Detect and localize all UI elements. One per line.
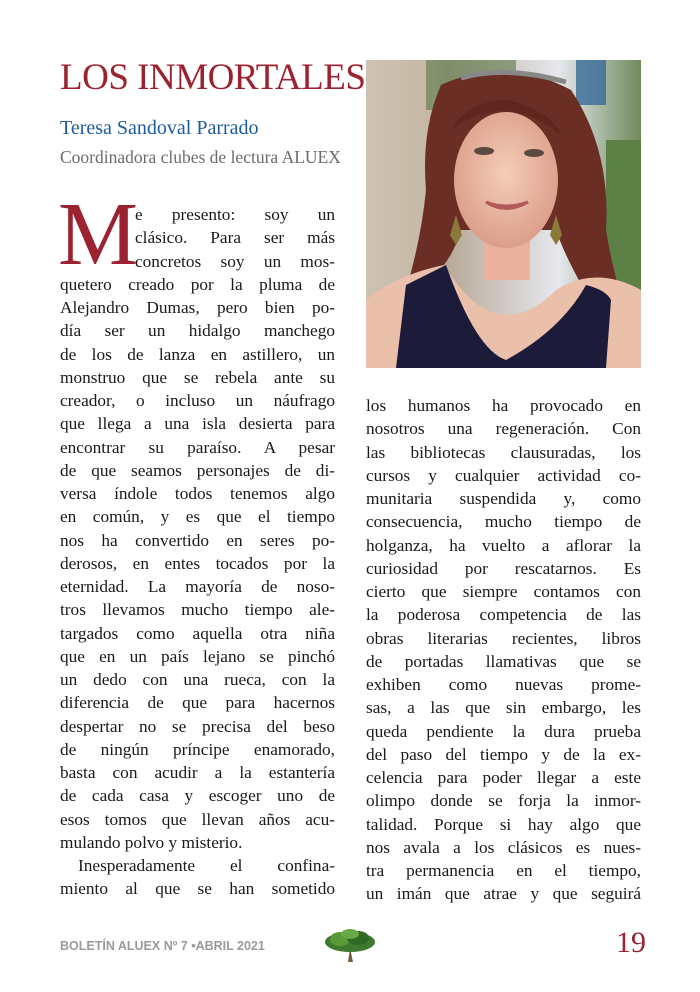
text-line: nos avala a los clásicos es nues-: [366, 837, 641, 857]
text-line: encontrar su paraíso. A pesar: [60, 437, 335, 457]
article-column-left: [60, 203, 335, 901]
text-line: e presento: soy un: [135, 205, 335, 224]
text-line: celencia para poder llegar a este: [366, 768, 641, 787]
text-line: diferencia de que para hacernos: [60, 693, 335, 713]
article-title: LOS INMORTALES: [60, 57, 366, 98]
text-line: exhiben como nuevas prome-: [366, 675, 641, 694]
text-line: talidad. Porque si hay algo que: [366, 814, 641, 834]
text-line: derosos, en entes tocados por la: [60, 553, 335, 573]
text-line: cursos y cualquier actividad co-: [366, 465, 641, 485]
text-line: clásico. Para ser más: [135, 228, 335, 248]
text-line: obras literarias recientes, libros: [366, 628, 641, 648]
drop-cap: M: [58, 185, 139, 284]
text-line: despertar no se precisa del beso: [60, 716, 335, 736]
article-author: Teresa Sandoval Parrado: [60, 117, 259, 139]
text-line: de que seamos personajes de di-: [60, 460, 335, 480]
text-line: monstruo que se rebela ante su: [60, 367, 335, 387]
text-line: los humanos ha provocado en: [366, 396, 641, 415]
tree-icon: [322, 928, 378, 964]
text-line: que llega a una isla desierta para: [60, 414, 335, 434]
text-line: concretos soy un mos-: [135, 251, 335, 271]
article-column-right: [366, 394, 641, 906]
text-line: consecuencia, mucho tiempo de: [366, 512, 641, 532]
text-line: versa índole todos tenemos algo: [60, 484, 335, 503]
text-line: un dedo con una rueca, con la: [60, 670, 335, 689]
text-line: quetero creado por la pluma de: [60, 274, 335, 294]
text-line: nosotros una regeneración. Con: [366, 419, 641, 439]
publication-info: BOLETÍN ALUEX Nº 7 •ABRIL 2021: [60, 939, 265, 953]
text-line: miento al que se han sometido: [60, 879, 335, 899]
text-line: tra permanencia en el tiempo,: [366, 861, 641, 880]
text-line: de ningún príncipe enamorado,: [60, 739, 335, 759]
text-line: cierto que siempre contamos con: [366, 582, 641, 601]
text-line: de cada casa y escoger uno de: [60, 786, 335, 806]
text-line: munitaria suspendida y, como: [366, 489, 641, 508]
text-line: curiosidad por rescatarnos. Es: [366, 558, 641, 578]
text-line: queda pendiente la dura prueba: [366, 721, 641, 741]
text-line: holganza, ha vuelto a aflorar la: [366, 535, 641, 555]
text-line: basta con acudir a la estantería: [60, 763, 335, 782]
text-line: tros llevamos mucho tiempo ale-: [60, 600, 335, 620]
text-line: esos tomos que llevan años acu-: [60, 809, 335, 829]
text-line: olimpo donde se forja la inmor-: [366, 791, 641, 811]
text-line: de portadas llamativas que se: [366, 651, 641, 671]
text-line: las bibliotecas clausuradas, los: [366, 442, 641, 462]
text-line: Inesperadamente el confina-: [78, 856, 335, 875]
text-line: eternidad. La mayoría de noso-: [60, 577, 335, 596]
text-line: mulando polvo y misterio.: [60, 832, 243, 852]
text-line: un imán que atrae y que seguirá: [366, 884, 641, 904]
text-line: targados como aquella otra niña: [60, 623, 335, 643]
author-photo: [366, 60, 641, 368]
text-line: creador, o incluso un náufrago: [60, 391, 335, 410]
text-line: en común, y es que el tiempo: [60, 507, 335, 527]
text-line: día ser un hidalgo manchego: [60, 321, 335, 341]
text-line: que en un país lejano se pinchó: [60, 646, 335, 666]
text-line: la poderosa competencia de las: [366, 605, 641, 625]
text-line: de los de lanza en astillero, un: [60, 344, 335, 364]
text-line: Alejandro Dumas, pero bien po-: [60, 298, 335, 317]
text-line: sas, a las que sin embargo, les: [366, 698, 641, 718]
author-role: Coordinadora clubes de lectura ALUEX: [60, 147, 341, 167]
text-line: del paso del tiempo y de la ex-: [366, 744, 641, 764]
text-line: nos ha convertido en seres po-: [60, 530, 335, 550]
page-number: 19: [616, 926, 646, 959]
